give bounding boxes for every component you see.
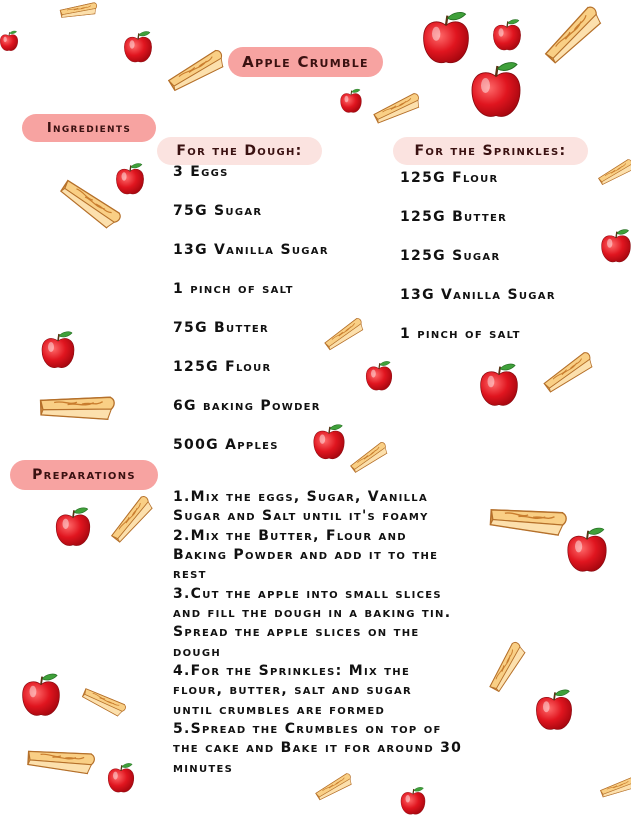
step-line: Baking Powder and add it to the [173,547,439,563]
pie-slice-icon [369,88,424,127]
dough-heading [157,137,322,165]
dough-item: 500G Apples [173,437,279,453]
step-line: 2.Mix the Butter, Flour and [173,528,407,544]
dough-item: 75G Sugar [173,203,263,219]
sprinkles-item: 13G Vanilla Sugar [400,287,556,303]
page-title-text: Apple Crumble [242,53,369,71]
pie-slice-icon [96,489,163,549]
apple-icon [338,88,364,115]
section-preparations-label: Preparations [32,467,136,483]
step-line: Sugar and Salt until it's foamy [173,508,429,524]
dough-item: 3 Eggs [173,164,229,180]
sprinkles-item: 1 pinch of salt [400,326,521,342]
apple-icon [18,672,64,720]
pie-slice-icon [317,313,369,355]
apple-icon [310,423,348,463]
step-line: 5.Spread the Crumbles on top of [173,721,442,737]
step-line: the cake and Bake it for around 30 [173,740,463,756]
apple-icon [52,506,94,550]
sprinkles-item: 125G Flour [400,170,499,186]
section-ingredients-label: Ingredients [46,120,132,136]
apple-icon [121,30,155,66]
dough-item: 6G baking Powder [173,398,321,414]
step-line: until crumbles are formed [173,702,386,718]
step-line: and fill the dough in a baking tin. [173,605,452,621]
pie-slice-icon [528,0,614,71]
step-line: rest [173,566,207,582]
pie-slice-icon [534,345,600,398]
apple-icon [466,60,526,123]
apple-icon [532,688,576,734]
step-line: 4.For the Sprinkles: Mix the [173,663,411,679]
pie-slice-icon [598,774,631,799]
apple-icon [598,228,631,266]
sprinkles-item: 125G Sugar [400,248,501,264]
page-title [228,47,383,77]
pie-slice-icon [56,0,100,26]
section-preparations [10,460,158,490]
apple-icon [105,762,137,796]
pie-slice-icon [17,721,103,795]
pie-slice-icon [343,437,393,477]
step-line: 1.Mix the eggs, Sugar, Vanilla [173,489,429,505]
pie-slice-icon [29,366,123,444]
apple-icon [476,362,522,410]
apple-icon [38,330,78,372]
dough-item: 125G Flour [173,359,272,375]
sprinkles-heading-label: For the Sprinkles: [414,143,567,159]
sprinkles-heading [393,137,588,165]
step-line: minutes [173,760,234,776]
step-line: 3.Cut the apple into small slices [173,586,442,602]
apple-icon [563,526,611,576]
pie-slice-icon [76,672,133,729]
apple-icon [398,786,428,818]
step-line: flour, butter, salt and sugar [173,682,413,698]
step-line: dough [173,644,221,660]
dough-heading-label: For the Dough: [176,143,303,159]
apple-icon [0,30,20,53]
pie-slice-icon [160,43,230,96]
dough-item: 75G Butter [173,320,270,336]
apple-icon [490,18,524,54]
sprinkles-item: 125G Butter [400,209,508,225]
dough-item: 13G Vanilla Sugar [173,242,329,258]
step-line: Spread the apple slices on the [173,624,420,640]
apple-icon [113,162,147,198]
dough-item: 1 pinch of salt [173,281,294,297]
apple-icon [363,360,395,394]
section-ingredients [22,114,156,142]
pie-slice-icon [593,155,631,188]
